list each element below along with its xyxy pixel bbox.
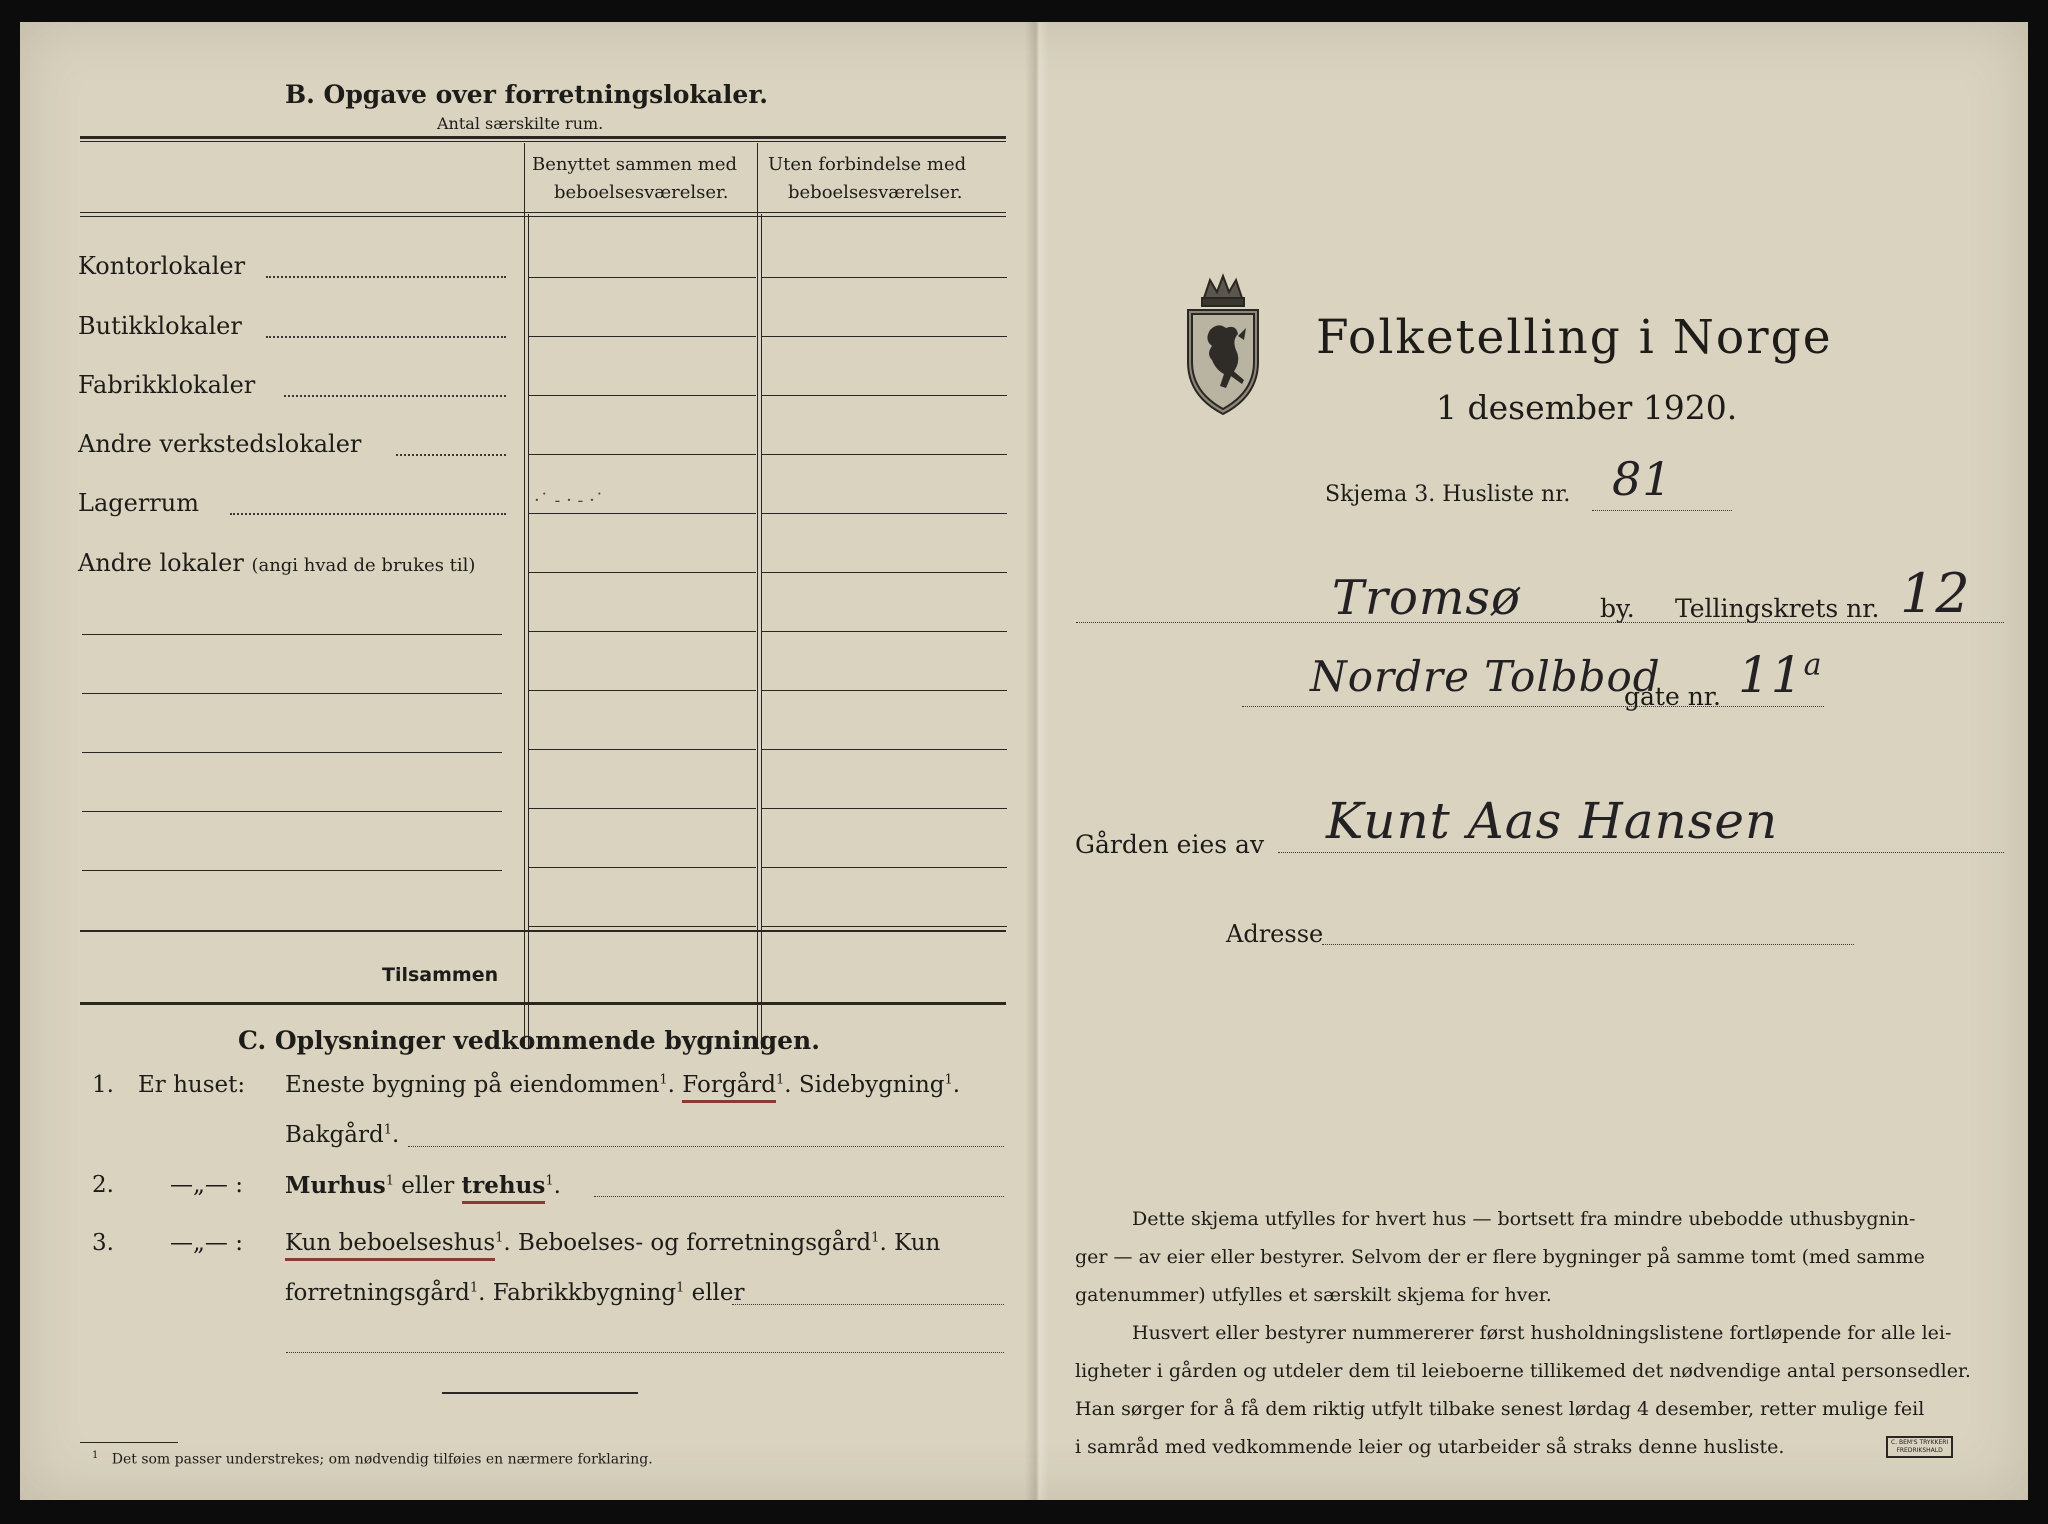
street-handwritten: Nordre Tolbbod: [1310, 652, 1661, 701]
instruction-line-7: i samråd med vedkommende leier og utarbeider så straks denne husliste.: [1075, 1436, 1785, 1458]
total-bottom-rule: [80, 1002, 1006, 1005]
gate-number-suffix: a: [1803, 647, 1823, 683]
q1-number: 1.: [92, 1072, 114, 1098]
q3-options-line1: Kun beboelseshus$^1$. Beboelses- og forretningsgård$^1$. Kun: [285, 1230, 940, 1256]
option-forgard-underlined: Forgård: [682, 1072, 776, 1103]
footnote: $^1$ Det som passer understrekes; om nødvendig tilføies en nærmere forklaring.: [92, 1450, 653, 1468]
city-handwritten: Tromsø: [1332, 570, 1521, 626]
instruction-line-2: ger — av eier eller bestyrer. Selvom der er flere bygninger på samme tomt (med samme: [1075, 1246, 1925, 1268]
option-trehus-underlined: trehus: [462, 1172, 546, 1204]
row-fabrikklokaler: Fabrikklokaler: [78, 371, 256, 399]
q3-options-line2: forretningsgård$^1$. Fabrikkbygning$^1$ eller: [285, 1280, 745, 1306]
by-label: by.: [1600, 594, 1635, 623]
row-lagerrum: Lagerrum: [78, 489, 199, 517]
row-andre-lokaler: Andre lokaler (angi hvad de brukes til): [78, 549, 476, 577]
total-label: Tilsammen: [382, 964, 499, 986]
page-fold: [1025, 22, 1049, 1500]
instruction-line-3: gatenummer) utfylles et særskilt skjema for hver.: [1075, 1284, 1552, 1306]
pencil-marks: ·˙ ˗ · ˗ ·˙: [534, 490, 604, 511]
col1-header-line1: Benyttet sammen med: [532, 154, 738, 175]
col2-left-border: [757, 143, 758, 1049]
q3-label: —„— :: [170, 1230, 243, 1256]
row-butikklokaler: Butikklokaler: [78, 312, 242, 340]
husliste-number-handwritten: 81: [1612, 452, 1673, 506]
form-title: Folketelling i Norge: [1316, 310, 1833, 365]
col2-header-line2: beboelsesværelser.: [788, 182, 963, 203]
coat-of-arms-icon: [1182, 270, 1264, 418]
census-form-sheet: [20, 22, 2028, 1500]
printer-stamp: C. BEM'S TRYKKERI FREDRIKSHALD: [1886, 1436, 1953, 1458]
col1-header-line2: beboelsesværelser.: [554, 182, 729, 203]
section-c-title: C. Oplysninger vedkommende bygningen.: [238, 1026, 820, 1055]
instruction-line-4: Husvert eller bestyrer nummererer først husholdningslistene fortløpende for alle lei-: [1132, 1322, 1952, 1344]
gate-label: gate nr.: [1624, 682, 1721, 711]
q1-label: Er huset:: [138, 1072, 246, 1098]
instruction-line-1: Dette skjema utfylles for hvert hus — bortsett fra mindre ubebodde uthusbygnin-: [1132, 1208, 1916, 1230]
col1-left-border: [524, 143, 525, 1049]
instruction-line-6: Han sørger for å få dem riktig utfylt tilbake senest lørdag 4 desember, retter mulige feil: [1075, 1398, 1925, 1420]
footnote-mark: 1: [92, 1450, 99, 1461]
footnote-rule: [80, 1442, 178, 1443]
row-andre-verkstedslokaler: Andre verkstedslokaler: [78, 430, 362, 458]
owner-label: Gården eies av: [1075, 830, 1265, 859]
col2-header-line1: Uten forbindelse med: [768, 154, 967, 175]
census-date: 1 desember 1920.: [1436, 388, 1738, 427]
section-b-title: B. Opgave over forretningslokaler.: [285, 80, 768, 109]
q1-options-line1: Eneste bygning på eiendommen$^1$. Forgård$^1$. Sidebygning$^1$.: [285, 1072, 960, 1098]
section-b-subtitle: Antal særskilte rum.: [437, 114, 604, 133]
q2-options: Murhus$^1$ eller trehus$^1$.: [285, 1172, 561, 1199]
row-kontorlokaler: Kontorlokaler: [78, 252, 246, 280]
total-top-rule: [80, 930, 1006, 932]
owner-handwritten: Kunt Aas Hansen: [1326, 792, 1779, 850]
table-top-rule: [80, 136, 1006, 139]
instruction-line-5: ligheter i gården og utdeler dem til leieboerne tillikemed det nødvendige antal personsedler.: [1075, 1360, 1971, 1382]
q3-number: 3.: [92, 1230, 114, 1256]
krets-number-handwritten: 12: [1900, 562, 1971, 625]
option-kun-beboelseshus-underlined: Kun beboelseshus: [285, 1230, 495, 1261]
q2-number: 2.: [92, 1172, 114, 1198]
andre-lokaler-note: (angi hvad de brukes til): [251, 555, 476, 576]
q2-label: —„— :: [170, 1172, 243, 1198]
section-end-rule: [442, 1392, 638, 1394]
skjema-label: Skjema 3. Husliste nr.: [1325, 482, 1571, 507]
adresse-label: Adresse: [1226, 920, 1324, 948]
tellingskrets-label: Tellingskrets nr.: [1675, 594, 1880, 623]
q1-options-line2: Bakgård$^1$.: [285, 1122, 400, 1148]
gate-number-handwritten: 11$^a$: [1738, 646, 1823, 704]
